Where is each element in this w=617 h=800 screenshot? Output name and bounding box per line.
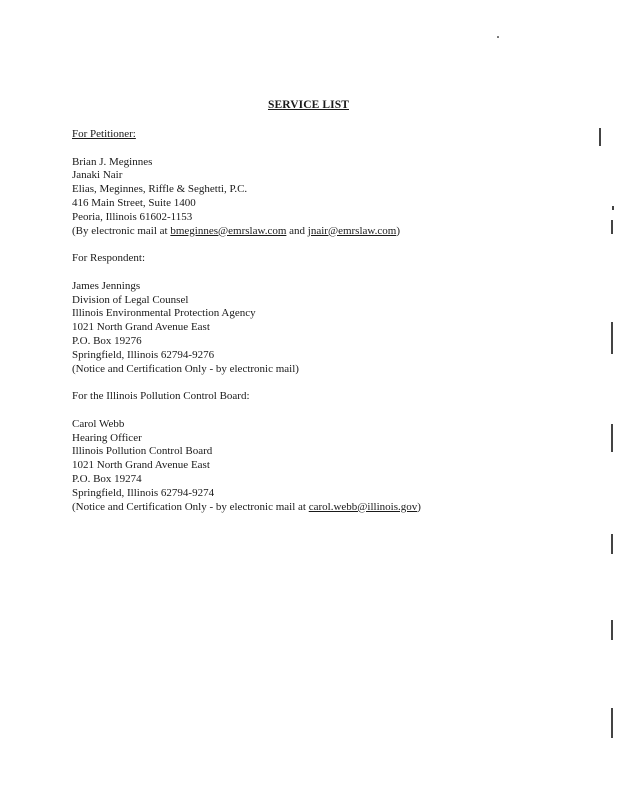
- service-list-body: [72, 128, 592, 514]
- petitioner-heading: For Petitioner:: [72, 128, 136, 140]
- notice-middle: and: [286, 224, 308, 237]
- scan-edge-mark: [611, 708, 613, 738]
- board-line: Springfield, Illinois 62794-9274: [72, 486, 215, 499]
- respondent-notice: (Notice and Certification Only - by electronic mail): [72, 362, 299, 375]
- notice-prefix: (Notice and Certification Only - by electronic mail at: [72, 500, 309, 513]
- notice-suffix: ): [396, 224, 400, 237]
- respondent-heading: For Respondent:: [72, 252, 146, 265]
- respondent-line: James Jennings: [72, 279, 141, 292]
- petitioner-line: Brian J. Meginnes: [72, 155, 153, 168]
- spacer: [72, 266, 592, 280]
- respondent-line: P.O. Box 19276: [72, 334, 142, 347]
- spacer: [72, 376, 592, 390]
- scan-edge-mark: [612, 206, 614, 210]
- respondent-line: 1021 North Grand Avenue East: [72, 321, 210, 334]
- email-link-carol-webb[interactable]: carol.webb@illinois.gov: [308, 500, 418, 513]
- petitioner-line: Peoria, Illinois 61602-1153: [72, 210, 193, 223]
- scan-edge-mark: [611, 220, 613, 234]
- scan-edge-mark: [611, 620, 613, 640]
- notice-prefix: (By electronic mail at: [72, 224, 171, 237]
- email-link-bmeginnes[interactable]: bmeginnes@emrslaw.com: [170, 224, 287, 237]
- page-title: SERVICE LIST: [267, 99, 349, 111]
- board-line: Illinois Pollution Control Board: [72, 445, 213, 458]
- petitioner-line: Elias, Meginnes, Riffle & Seghetti, P.C.: [72, 183, 248, 196]
- petitioner-line: Janaki Nair: [72, 169, 123, 182]
- scan-edge-mark: [611, 424, 613, 452]
- petitioner-line: 416 Main Street, Suite 1400: [72, 196, 196, 209]
- scan-edge-mark: [599, 128, 601, 146]
- spacer: [72, 142, 592, 156]
- respondent-line: Springfield, Illinois 62794-9276: [72, 348, 215, 361]
- petitioner-notice: [72, 225, 592, 239]
- board-line: 1021 North Grand Avenue East: [72, 459, 210, 472]
- notice-suffix: ): [417, 500, 421, 513]
- spacer: [72, 404, 592, 418]
- scan-edge-mark: [611, 534, 613, 554]
- scan-speck: [497, 36, 499, 38]
- board-line: Carol Webb: [72, 417, 125, 430]
- respondent-line: Illinois Environmental Protection Agency: [72, 307, 256, 320]
- email-link-jnair[interactable]: jnair@emrslaw.com: [307, 224, 397, 237]
- respondent-line: Division of Legal Counsel: [72, 293, 189, 306]
- board-line: P.O. Box 19274: [72, 472, 142, 485]
- spacer: [72, 238, 592, 252]
- scan-edge-mark: [611, 322, 613, 354]
- board-heading: For the Illinois Pollution Control Board:: [72, 390, 250, 403]
- board-notice: [72, 501, 592, 515]
- board-line: Hearing Officer: [72, 431, 142, 444]
